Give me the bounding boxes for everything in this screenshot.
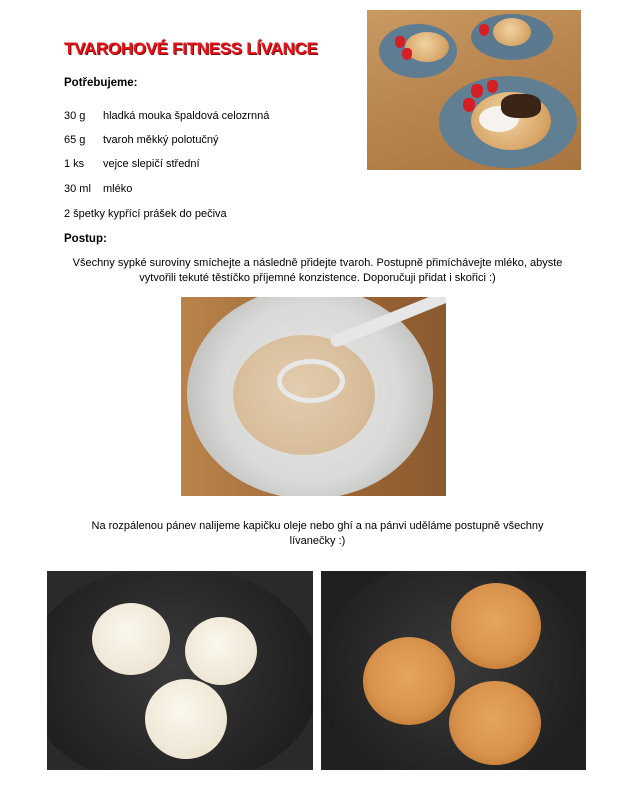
ingredient-name: mléko bbox=[103, 183, 133, 195]
ingredient-item bbox=[64, 183, 132, 195]
chocolate-shavings bbox=[501, 94, 541, 118]
ingredient-qty: 30 g bbox=[64, 110, 86, 122]
ingredient-qty: 30 ml bbox=[64, 183, 91, 195]
ingredient-name: hladká mouka špaldová celozrnná bbox=[103, 110, 270, 122]
step-2-text bbox=[30, 519, 605, 549]
strawberry bbox=[487, 80, 498, 93]
pancake-stack bbox=[493, 18, 531, 46]
pancakes-served-photo bbox=[367, 10, 581, 170]
pan-fried-pancakes-photo bbox=[321, 571, 586, 770]
batter-bowl-photo bbox=[181, 297, 446, 496]
step-2-line: lívanečky :) bbox=[289, 535, 346, 547]
ingredient-qty: 65 g bbox=[64, 134, 86, 146]
ingredient-name: vejce slepičí střední bbox=[103, 158, 200, 170]
fried-pancake bbox=[363, 637, 455, 725]
raw-pancake bbox=[145, 679, 227, 759]
strawberry bbox=[395, 36, 405, 48]
fried-pancake bbox=[451, 583, 541, 669]
method-heading: Postup: bbox=[64, 233, 107, 245]
strawberry bbox=[402, 48, 412, 60]
ingredient-item bbox=[64, 158, 200, 170]
fried-pancake bbox=[449, 681, 541, 765]
ingredients-heading: Potřebujeme: bbox=[64, 77, 138, 89]
ingredient-item bbox=[64, 134, 219, 146]
step-1-text bbox=[30, 256, 605, 286]
raw-pancake bbox=[185, 617, 257, 685]
raw-pancake bbox=[92, 603, 170, 675]
ingredient-qty: 1 ks bbox=[64, 158, 85, 170]
strawberry bbox=[471, 84, 483, 98]
step-1-line: vytvořili tekuté těstíčko příjemné konzistence. Doporučuji přidat i skořici :) bbox=[139, 272, 496, 284]
step-1-line: Všechny sypké suroviny smíchejte a následně přidejte tvaroh. Postupně přimíchávejte mléko, abyste bbox=[72, 257, 563, 269]
pancake-stack bbox=[405, 32, 449, 62]
ingredient-name: tvaroh měkký polotučný bbox=[103, 134, 219, 146]
recipe-title: TVAROHOVÉ FITNESS LÍVANCE bbox=[64, 39, 318, 58]
step-2-line: Na rozpálenou pánev nalijeme kapičku oleje nebo ghí a na pánvi uděláme postupně všechny bbox=[91, 520, 544, 532]
ingredient-extra: 2 špetky kypřící prášek do pečiva bbox=[64, 208, 227, 220]
ingredient-item bbox=[64, 110, 269, 122]
pan-raw-batter-photo bbox=[47, 571, 313, 770]
whisk-spoon bbox=[277, 359, 345, 403]
strawberry bbox=[479, 24, 489, 36]
strawberry bbox=[463, 98, 475, 112]
